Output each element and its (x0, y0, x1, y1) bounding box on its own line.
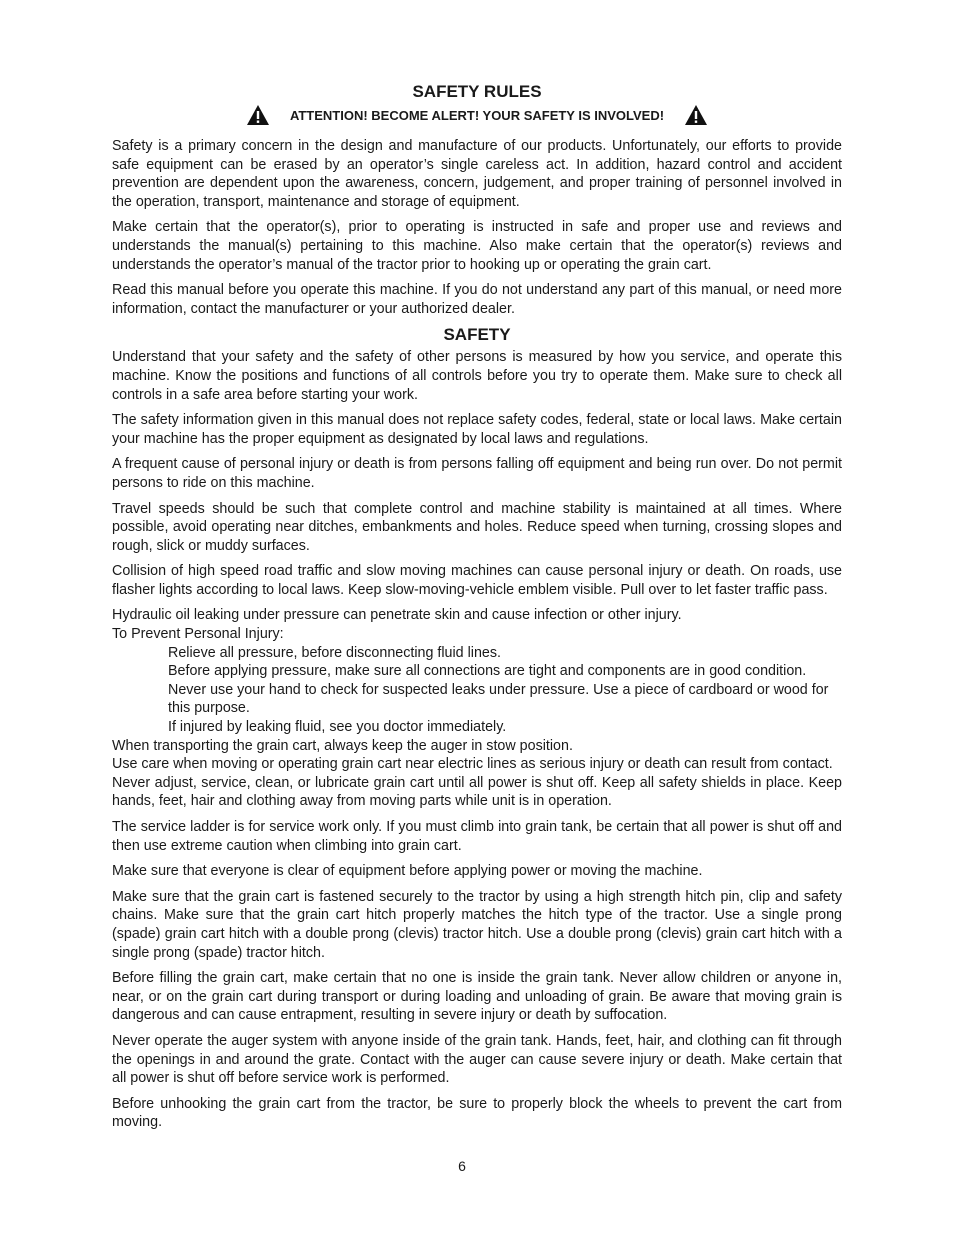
attention-banner (112, 102, 842, 128)
section-heading-safety: SAFETY (443, 325, 511, 345)
safety-paragraph: Travel speeds should be such that complete control and machine stability is maintained at all times. Where possible, avoid operating near ditches, embankments and holes. Reduce speed when turning, crossing slopes and rough, slick or muddy surfaces. (112, 500, 842, 554)
intro-paragraph: Safety is a primary concern in the design and manufacture of our products. Unfortunately, our efforts to provide safe equipment can be erased by an operator’s single careless act. In addition, hazard control and accident prevention are dependent upon the awareness, concern, judgement, and proper training of personnel involved in the operation, transport, maintenance and storage of equipment. (112, 138, 842, 210)
warning-triangle-icon (246, 104, 270, 126)
safety-paragraph: The service ladder is for service work only. If you must climb into grain tank, be certain that all power is shut off and then use extreme caution when climbing into grain cart. (112, 819, 842, 854)
hydraulic-warning: Hydraulic oil leaking under pressure can penetrate skin and cause infection or other injury. (112, 607, 682, 624)
safety-paragraph: Make sure that the grain cart is fastened securely to the tractor by using a high strength hitch pin, clip and safety chains. Make sure that the grain cart hitch properly matches the hitch type of the tractor. Use a single prong (spade) grain cart hitch with a double prong (clevis) tractor hitch. Use a double prong (clevis) grain cart hitch with a single prong (spade) tractor hitch. (112, 888, 842, 961)
safety-paragraph: A frequent cause of personal injury or death is from persons falling off equipment and being run over. Do not permit persons to ride on this machine. (112, 456, 842, 491)
safety-paragraph: Make sure that everyone is clear of equipment before applying power or moving the machine. (112, 863, 703, 880)
page-number: 6 (458, 1158, 466, 1174)
prevent-list-item: Never use your hand to check for suspected leaks under pressure. Use a piece of cardboard or wood for this purpose. (168, 681, 829, 717)
attention-text: ATTENTION! BECOME ALERT! YOUR SAFETY IS INVOLVED! (289, 107, 665, 123)
safety-paragraph: Before filling the grain cart, make certain that no one is inside the grain tank. Never allow children or anyone in, near, or on the grain cart during transport or during loading and unloading of grain. Be aware that moving grain is dangerous and can cause entrapment, resulting in severe injury or death by suffocation. (112, 970, 842, 1024)
warning-triangle-icon (684, 104, 708, 126)
prevent-list-item: Relieve all pressure, before disconnecting fluid lines. (168, 644, 501, 661)
safety-paragraph: Collision of high speed road traffic and slow moving machines can cause personal injury or death. On roads, use flasher lights according to local laws. Keep slow-moving-vehicle emblem visible. Pull over to let faster traffic pass. (112, 563, 842, 598)
prevent-list-item: Before applying pressure, make sure all connections are tight and components are in good condition. (168, 663, 807, 680)
safety-paragraph: Understand that your safety and the safety of other persons is measured by how you service, and operate this machine. Know the positions and functions of all controls before you try to operate them. Make sure to check all controls in a safe area before starting your work. (112, 349, 842, 403)
prevent-list-item: If injured by leaking fluid, see you doctor immediately. (168, 719, 507, 736)
prevent-injury-label: To Prevent Personal Injury: (112, 626, 284, 643)
intro-paragraph: Read this manual before you operate this machine. If you do not understand any part of this manual, or need more information, contact the manufacturer or your authorized dealer. (112, 282, 842, 317)
safety-paragraph: The safety information given in this manual does not replace safety codes, federal, state or local laws. Make certain your machine has the proper equipment as designated by local laws and regulations. (112, 412, 842, 447)
intro-paragraph: Make certain that the operator(s), prior to operating is instructed in safe and proper use and reviews and understands the manual(s) pertaining to this machine. Also make certain that the operator(s) reviews and understands the operator’s manual of the tractor prior to hooking up or operating the grain cart. (112, 219, 842, 273)
document-body (112, 82, 842, 1139)
page-title: SAFETY RULES (412, 82, 542, 101)
safety-paragraph: Never operate the auger system with anyone inside of the grain tank. Hands, feet, hair, and clothing can fit through the openings in and around the grate. Contact with the auger can cause severe injury or death. Make certain that all power is shut off before service work is performed. (112, 1032, 842, 1087)
safety-paragraph: Before unhooking the grain cart from the tractor, be sure to properly block the wheels to prevent the cart from moving. (112, 1095, 842, 1131)
adjust-line: Never adjust, service, clean, or lubricate grain cart until all power is shut off. Keep all safety shields in place. Keep hands, feet, hair and clothing away from moving parts while unit is in operation. (112, 774, 842, 810)
electric-line: Use care when moving or operating grain cart near electric lines as serious injury or death can result from contact. (112, 756, 833, 773)
transport-line: When transporting the grain cart, always keep the auger in stow position. (112, 737, 573, 754)
